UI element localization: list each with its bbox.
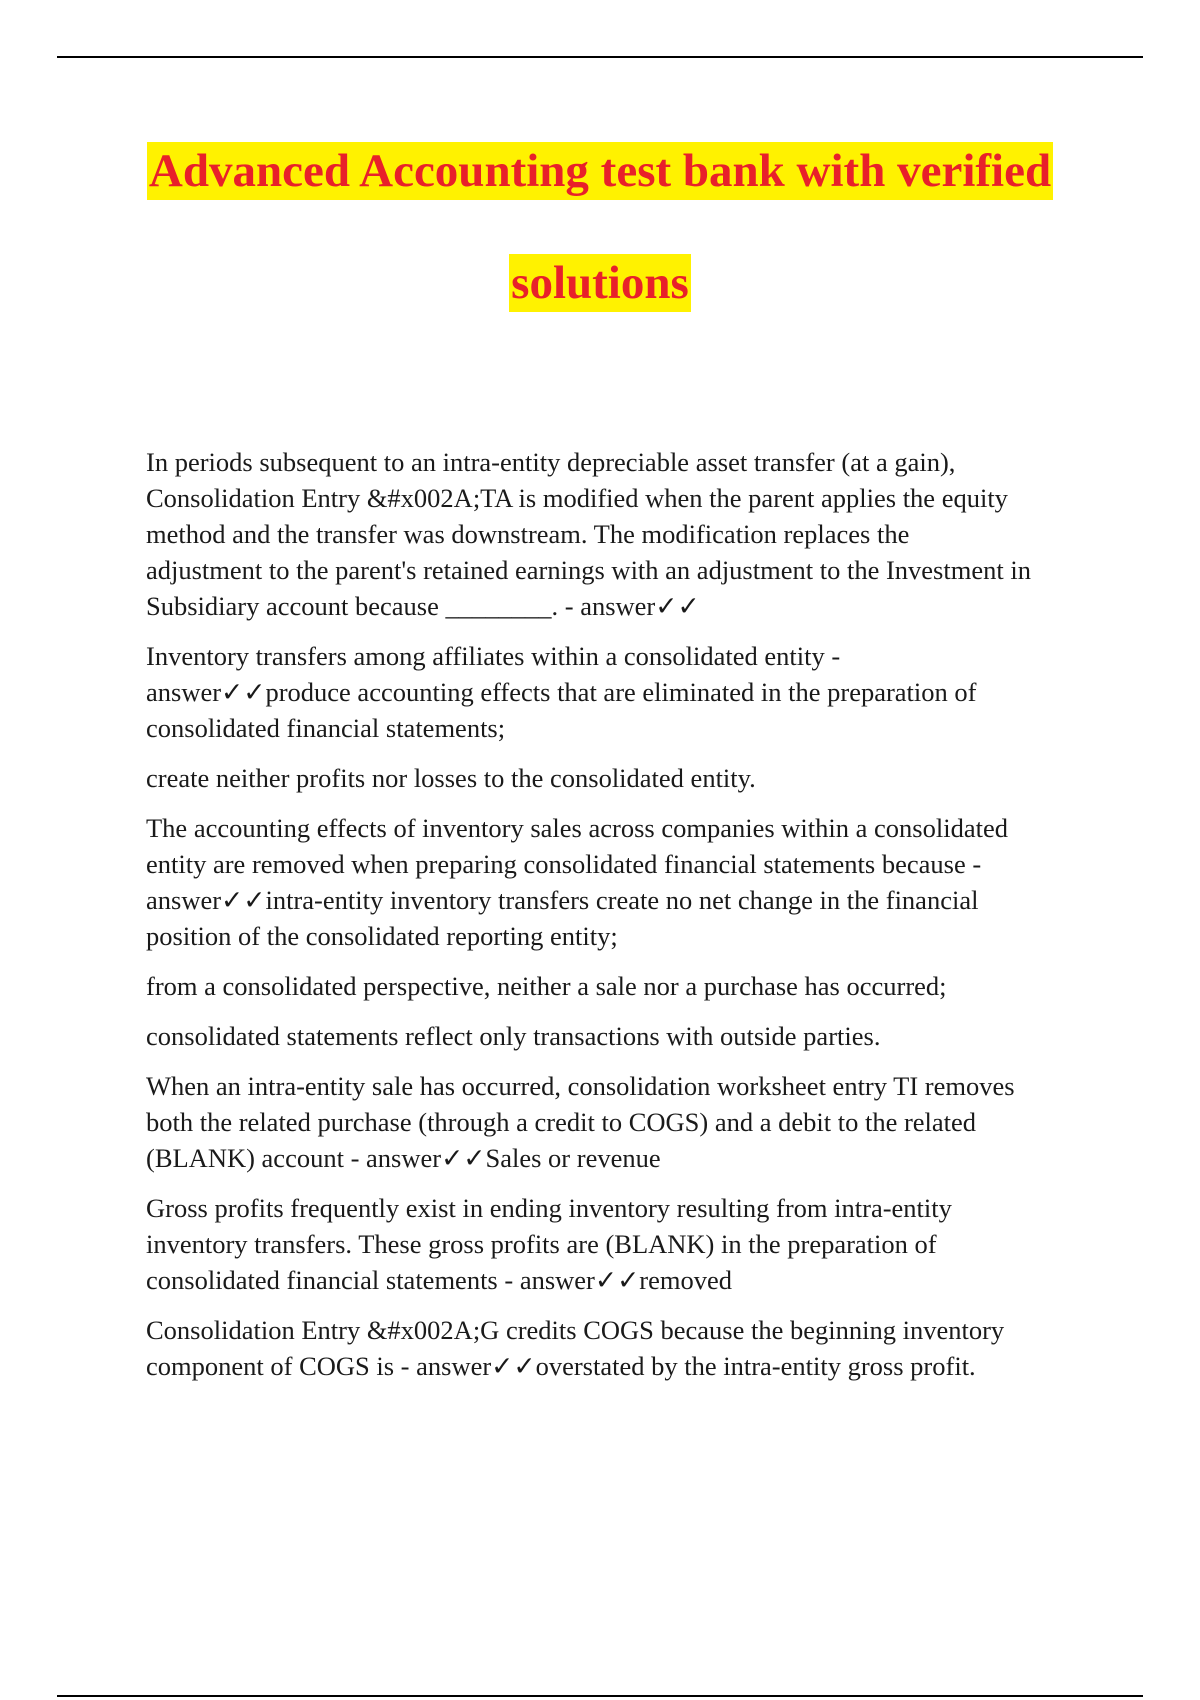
paragraph-line: answer✓✓intra-entity inventory transfers create no net change in the financial <box>146 885 979 915</box>
paragraph-line: Consolidation Entry &#x002A;TA is modified when the parent applies the equity <box>146 483 1008 513</box>
paragraph-line: both the related purchase (through a credit to COGS) and a debit to the related <box>146 1107 977 1137</box>
top-rule <box>57 56 1143 58</box>
document-title <box>57 142 1143 312</box>
bottom-rule <box>57 1695 1143 1697</box>
paragraph-line: consolidated financial statements - answer✓✓removed <box>146 1265 732 1295</box>
paragraph-line: create neither profits nor losses to the consolidated entity. <box>146 763 756 793</box>
document-body <box>146 444 1096 1398</box>
title-line-2: solutions <box>509 254 691 312</box>
paragraph-line: component of COGS is - answer✓✓overstated by the intra-entity gross profit. <box>146 1351 976 1381</box>
question-paragraph <box>146 1190 1096 1298</box>
answer-continuation-paragraph <box>146 760 1096 796</box>
paragraph-line: Gross profits frequently exist in ending inventory resulting from intra-entity <box>146 1193 952 1223</box>
question-paragraph <box>146 810 1096 954</box>
question-paragraph <box>146 638 1096 746</box>
paragraph-line: position of the consolidated reporting entity; <box>146 921 618 951</box>
answer-continuation-paragraph <box>146 968 1096 1004</box>
paragraph-line: method and the transfer was downstream. The modification replaces the <box>146 519 910 549</box>
paragraph-line: Subsidiary account because ________. - answer✓✓ <box>146 591 700 621</box>
paragraph-line: adjustment to the parent's retained earnings with an adjustment to the Investment in <box>146 555 1031 585</box>
question-paragraph <box>146 1068 1096 1176</box>
paragraph-line: The accounting effects of inventory sales across companies within a consolidated <box>146 813 1008 843</box>
paragraph-line: In periods subsequent to an intra-entity depreciable asset transfer (at a gain), <box>146 447 956 477</box>
paragraph-line: consolidated financial statements; <box>146 713 506 743</box>
question-paragraph <box>146 444 1096 624</box>
question-paragraph <box>146 1312 1096 1384</box>
paragraph-line: answer✓✓produce accounting effects that are eliminated in the preparation of <box>146 677 977 707</box>
paragraph-line: Inventory transfers among affiliates within a consolidated entity - <box>146 641 841 671</box>
paragraph-line: entity are removed when preparing consolidated financial statements because - <box>146 849 982 879</box>
answer-continuation-paragraph <box>146 1018 1096 1054</box>
title-line-1: Advanced Accounting test bank with verified <box>147 142 1053 200</box>
paragraph-line: consolidated statements reflect only transactions with outside parties. <box>146 1021 881 1051</box>
paragraph-line: When an intra-entity sale has occurred, consolidation worksheet entry TI removes <box>146 1071 1015 1101</box>
paragraph-line: from a consolidated perspective, neither a sale nor a purchase has occurred; <box>146 971 947 1001</box>
paragraph-line: inventory transfers. These gross profits are (BLANK) in the preparation of <box>146 1229 937 1259</box>
paragraph-line: Consolidation Entry &#x002A;G credits COGS because the beginning inventory <box>146 1315 1005 1345</box>
paragraph-line: (BLANK) account - answer✓✓Sales or revenue <box>146 1143 661 1173</box>
